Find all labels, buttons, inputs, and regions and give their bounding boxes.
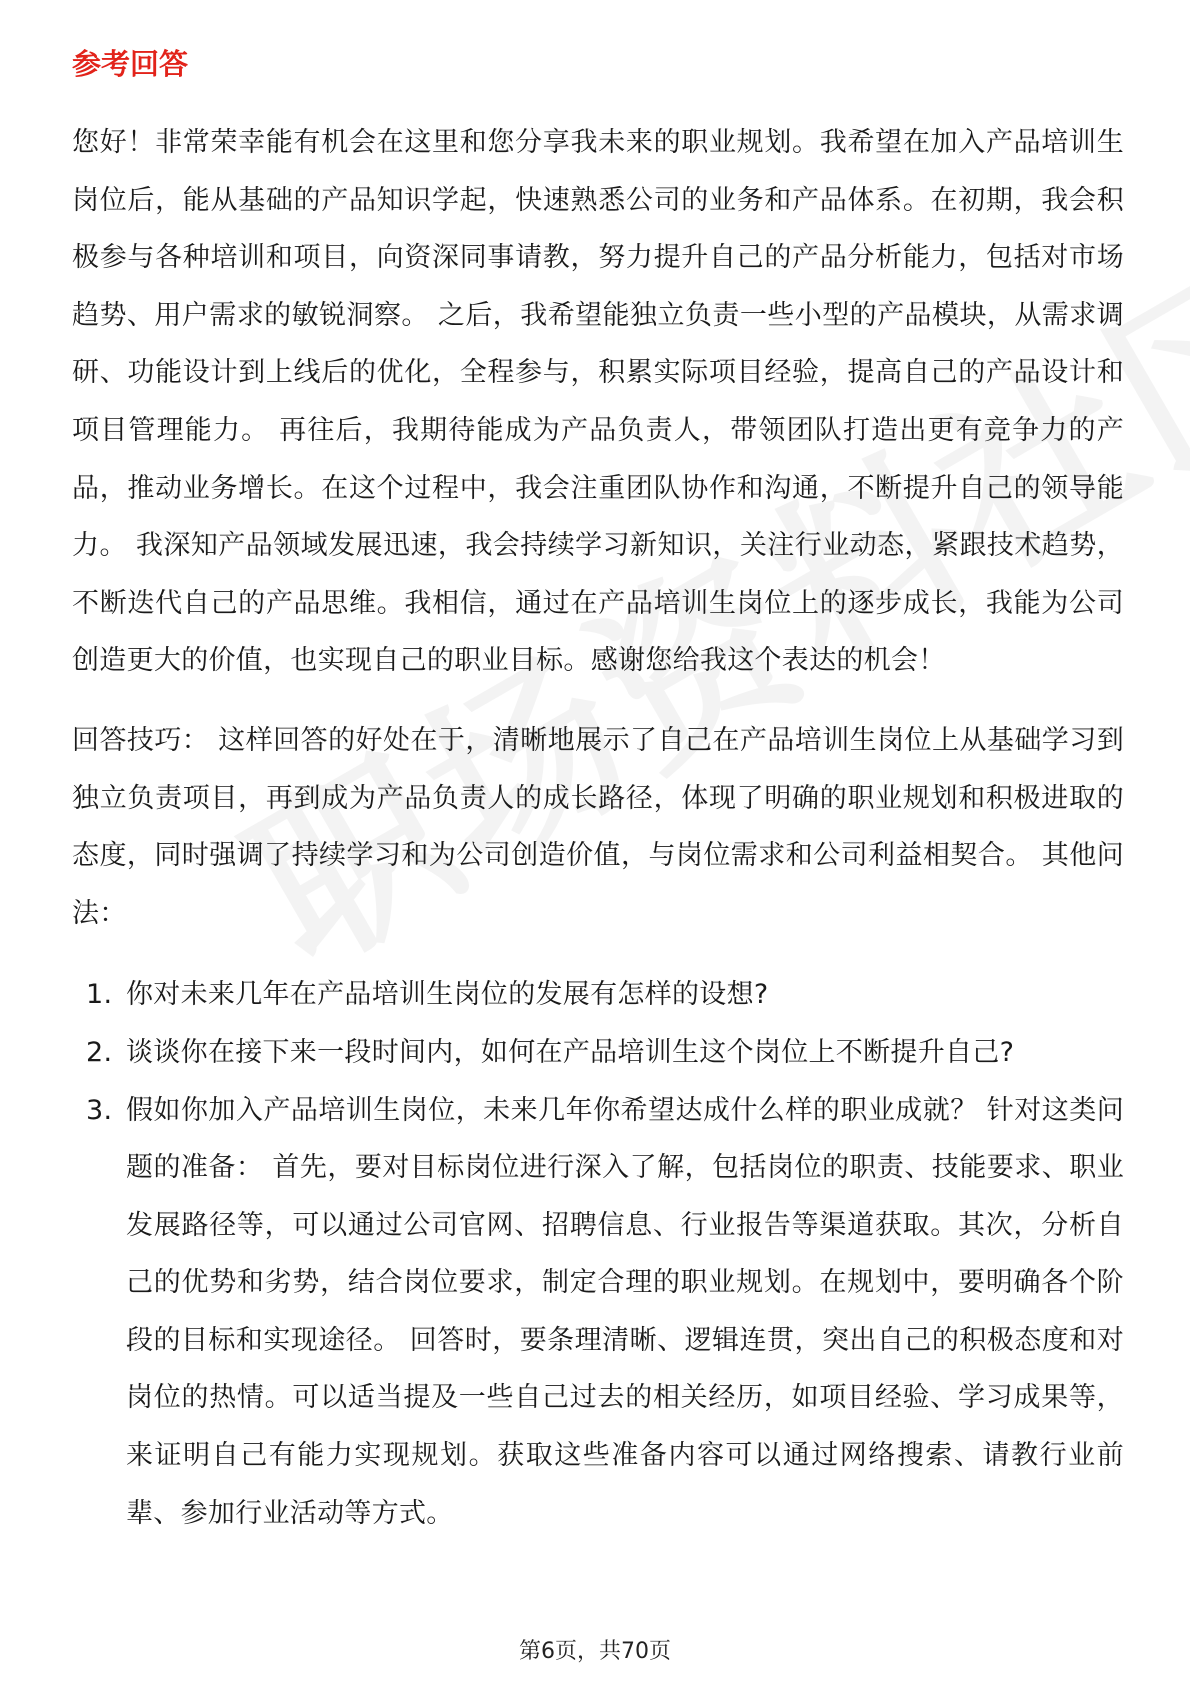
list-item-text: 你对未来几年在产品培训生岗位的发展有怎样的设想? <box>126 979 769 1011</box>
tips-paragraph: 回答技巧： 这样回答的好处在于，清晰地展示了自己在产品培训生岗位上从基础学习到独立负责项目，再到成为产品负责人的成长路径，体现了明确的职业规划和积极进取的态度，同时强调了持续学习和为公司创造价值，与岗位需求和公司利益相契合。 其他问法： <box>72 724 1124 929</box>
list-item-text: 假如你加入产品培训生岗位，未来几年你希望达成什么样的职业成就？ 针对这类问题的准备： 首先，要对目标岗位进行深入了解，包括岗位的职责、技能要求、职业发展路径等，可以通过公司官网、招聘信息、行业报告等渠道获取。其次，分析自己的优势和劣势，结合岗位要求，制定合理的职业规划。在规划中，要明确各个阶段的目标和实现途径。 回答时，要条理清晰、逻辑连贯，突出自己的积极态度和对岗位的热情。可以适当提及一些自己过去的相关经历，如项目经验、学习成果等，来证明自己有能力实现规划。获取这些准备内容可以通过网络搜索、请教行业前辈、参加行业活动等方式。 <box>126 1094 1124 1529</box>
document-page <box>72 44 1124 1542</box>
question-list <box>72 966 1124 1542</box>
answer-paragraph: 您好！非常荣幸能有机会在这里和您分享我未来的职业规划。我希望在加入产品培训生岗位后，能从基础的产品知识学起，快速熟悉公司的业务和产品体系。在初期，我会积极参与各种培训和项目，向资深同事请教，努力提升自己的产品分析能力，包括对市场趋势、用户需求的敏锐洞察。 之后，我希望能独立负责一些小型的产品模块，从需求调研、功能设计到上线后的优化，全程参与，积累实际项目经验，提高自己的产品设计和项目管理能力。 再往后，我期待能成为产品负责人，带领团队打造出更有竞争力的产品，推动业务增长。在这个过程中，我会注重团队协作和沟通，不断提升自己的领导能力。 我深知产品领域发展迅速，我会持续学习新知识，关注行业动态，紧跟技术趋势，不断迭代自己的产品思维。我相信，通过在产品培训生岗位上的逐步成长，我能为公司创造更大的价值，也实现自己的职业目标。感谢您给我这个表达的机会！ <box>72 127 1124 677</box>
page-number: 第6页，共70页 <box>519 1639 671 1664</box>
list-item-number: 1. <box>86 979 113 1011</box>
list-item-number: 3. <box>86 1094 113 1126</box>
list-item-number: 2. <box>86 1036 113 1068</box>
list-item <box>72 966 1124 1024</box>
list-item <box>72 1082 1124 1543</box>
list-item-text: 谈谈你在接下来一段时间内，如何在产品培训生这个岗位上不断提升自己? <box>126 1036 1015 1068</box>
section-title: 参考回答 <box>72 47 189 81</box>
list-item <box>72 1024 1124 1082</box>
